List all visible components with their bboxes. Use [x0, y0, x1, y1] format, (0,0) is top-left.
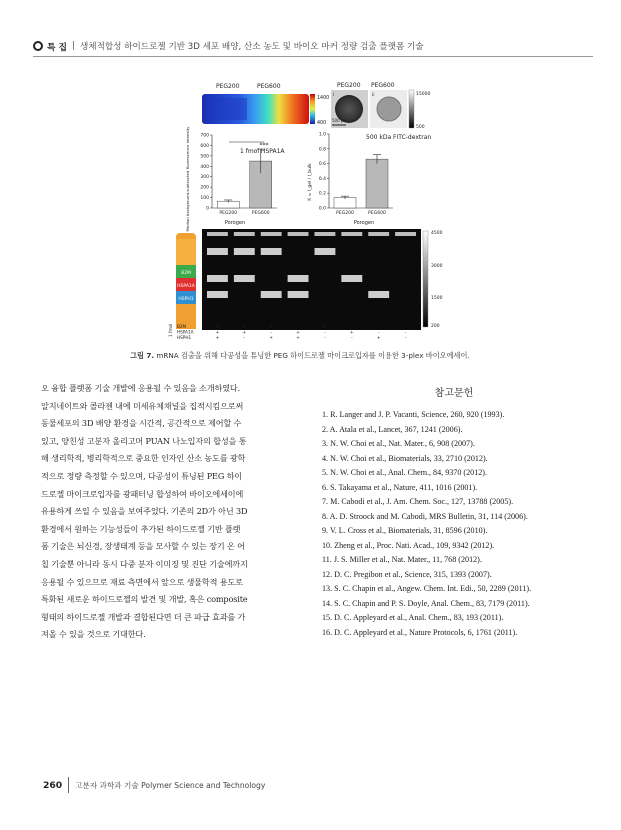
gel-band — [288, 291, 309, 298]
micro-scalebar-label: 500 μm — [332, 118, 348, 123]
reference-item: 15. D. C. Appleyard et al., Anal. Chem., 83, 193 (2011). — [322, 613, 504, 622]
heatmap-scale-min: 400 — [317, 121, 327, 126]
journal-name: 고분자 과학과 기술 Polymer Science and Technology — [75, 780, 266, 790]
reference-item: 1. R. Langer and J. P. Vacanti, Science, 260, 920 (1993). — [322, 410, 505, 419]
chart2-category-label: PEG600 — [368, 211, 386, 216]
body-line: 응용될 수 있으므로 재료 측면에서 앞으로 생물학적 용도로 — [41, 576, 243, 587]
chart1-ytick-label: 700 — [200, 133, 209, 139]
section-label: 특 집 — [47, 42, 68, 53]
reference-item: 5. N. W. Choi et al., Anal. Chem., 84, 9370 (2012). — [322, 468, 488, 477]
reference-item: 7. M. Cabodi et al., J. Am. Chem. Soc., 127, 13788 (2005). — [322, 497, 514, 506]
body-line: 폼 기술은 뇌신경, 장생태계 등을 모사할 수 있는 장기 온 어 — [41, 541, 245, 552]
gel-side-label: 1 fmol — [168, 323, 173, 337]
chart2-ytick-label: 1.0 — [318, 132, 326, 138]
micro-label-1: PEG200 — [337, 82, 361, 89]
body-line: 유용하게 쓰일 수 있음을 보여주었다. 기존의 2D가 아닌 3D — [41, 506, 248, 517]
micro-scale-max: 15000 — [416, 92, 431, 97]
chart2-ylabel: K = I_gel / I_bulk — [308, 163, 313, 201]
body-line: 특화된 새로운 하이드로젤의 발견 및 개발, 혹은 composite — [41, 594, 248, 605]
gel-band — [261, 291, 282, 298]
reference-item: 16. D. C. Appleyard et al., Nature Protocols, 6, 1761 (2011). — [322, 627, 518, 637]
gel-mark: + — [269, 325, 274, 330]
chart2-ytick-label: 0.4 — [318, 176, 326, 182]
gel-band — [207, 275, 228, 282]
body-line: 해 생리학적, 병리학적으로 중요한 인자인 산소 농도를 광학 — [41, 453, 246, 464]
legend-b2m-label: B2M — [181, 271, 191, 276]
gel-band — [288, 275, 309, 282]
gel-lane-top — [261, 232, 282, 236]
gel-band — [368, 291, 389, 298]
gel-scale-3000: 3000 — [431, 264, 443, 269]
gel-mark: + — [323, 325, 327, 330]
gel-mark: - — [243, 336, 246, 340]
particle-legend — [176, 233, 196, 329]
chart2-ytick-label: 0.0 — [318, 206, 326, 212]
gel-mark: - — [404, 336, 407, 340]
heatmap-low-region — [207, 98, 247, 120]
reference-item: 2. A. Atala et al., Lancet, 367, 1241 (2006). — [322, 424, 463, 434]
gel-lane-top — [368, 232, 389, 236]
gel-mark: - — [404, 325, 407, 330]
reference-item: 4. N. W. Choi et al., Biomaterials, 33, 2710 (2012). — [322, 453, 488, 463]
reference-item: 8. A. D. Stroock and M. Cabodi, MRS Bulletin, 31, 114 (2006). — [322, 511, 528, 521]
chart2-title: 500 kDa FITC-dextran — [366, 134, 432, 141]
chart2-ytick-label: 0.8 — [318, 147, 326, 153]
header-rule — [33, 56, 593, 57]
gel-row-label: HSPA1A — [177, 329, 194, 335]
body-line: 알지네이트와 콜라젠 내에 미세유체채널을 집적시킴으로써 — [41, 400, 244, 411]
micro-panel-ii-label: ii — [372, 93, 375, 98]
gel-mark: - — [351, 336, 353, 340]
gel-lane-top — [234, 232, 255, 236]
chart2-category-label: PEG200 — [336, 211, 354, 216]
heatmap-scale-max: 1400 — [317, 96, 330, 101]
chart1-category-label: PEG200 — [219, 211, 238, 216]
gel-lane-top — [315, 232, 336, 236]
body-line: 형태의 하이드로젤 개발과 결합된다면 더 큰 파급 효과를 가 — [41, 611, 246, 622]
body-line: 칩 기술뿐 아니라 동시 다중 분자 이미징 및 진단 기술에까지 — [41, 558, 248, 569]
body-line: 동물세포의 3D 배양 환경을 시간적, 공간적으로 제어할 수 — [41, 418, 242, 429]
gel-band — [315, 248, 336, 255]
gel-row-label: HSPH1 — [177, 335, 192, 340]
gel-mark: - — [377, 330, 380, 336]
body-line: 드로젤 마이크로입자를 광패터닝 합성하여 바이오에세이에 — [41, 488, 244, 499]
heatmap-label-1: PEG200 — [216, 83, 240, 90]
chart1-category-label: PEG600 — [251, 211, 270, 216]
bar-chart-hspa1a — [185, 126, 285, 232]
gel-lane-top — [207, 232, 228, 236]
gel-mark: - — [324, 330, 326, 336]
figure-svg — [155, 74, 455, 340]
micro-label-2: PEG600 — [371, 82, 395, 89]
gel-band — [234, 248, 255, 255]
figure-7 — [155, 74, 455, 340]
gel-band — [234, 275, 255, 282]
gel-mark: + — [242, 325, 247, 330]
micro-particle-ii — [377, 97, 401, 121]
page-number: 260 — [43, 779, 63, 791]
gel-band — [341, 275, 362, 282]
reference-item: 11. J. S. Miller et al., Nat. Mater., 11, 768 (2012). — [322, 555, 482, 564]
chart1-ytick-label: 300 — [200, 175, 209, 181]
gel-band — [261, 248, 282, 255]
chart1-ylabel: Median background-subtracted fluorescence intensity — [185, 126, 190, 232]
gel-scale-200: 200 — [431, 324, 440, 329]
page-footer — [43, 776, 265, 794]
legend-hspa1a-label: HSPA1A — [177, 284, 195, 289]
gel-mark: + — [296, 336, 300, 340]
chart2-ytick-label: 0.2 — [318, 191, 326, 197]
gel-mark: - — [351, 325, 353, 330]
reference-item: 10. Zheng et al., Proc. Nati. Acad., 109, 9342 (2012). — [322, 540, 495, 550]
running-header — [33, 38, 593, 54]
gel-mark: + — [215, 325, 220, 330]
references-list — [322, 408, 582, 640]
chart2-bar — [334, 198, 356, 208]
reference-item: 3. N. W. Choi et al., Nat. Mater., 6, 908 (2007). — [322, 439, 475, 448]
gel-row-label: B2M — [177, 324, 187, 329]
heatmap-label-2: PEG600 — [257, 83, 281, 90]
chart1-ytick-label: 600 — [200, 143, 209, 149]
reference-item: 6. S. Takayama et al., Nature, 411, 1016 (2001). — [322, 482, 478, 492]
references-title: 참고문헌 — [434, 388, 474, 399]
gel-scale-1500: 1500 — [431, 296, 443, 301]
body-line: 적으로 정량 측정할 수 있으며, 다공성이 튜닝된 PEG 하이 — [41, 470, 243, 481]
gel-band — [207, 248, 228, 255]
gel-mark: - — [404, 330, 407, 336]
gel-mark: + — [349, 330, 354, 336]
micro-colorbar — [409, 90, 414, 128]
gel-scale-4500: 4500 — [431, 231, 443, 236]
gel-mark: + — [376, 336, 381, 340]
chart1-ytick-label: 400 — [200, 164, 209, 170]
reference-item: 14. S. C. Chapin and P. S. Doyle, Anal. Chem., 83, 7179 (2011). — [322, 598, 530, 608]
chart1-ytick-label: 500 — [200, 154, 209, 160]
caption-text: mRNA 검출을 위해 다공성을 튜닝한 PEG 하이드로젤 마이크로입자를 이용한 3-plex 바이오에세이. — [156, 351, 470, 360]
legend-hsph1-label: HSPH1 — [178, 297, 194, 302]
gel-mark: - — [377, 325, 380, 330]
bar-chart-dextran — [307, 132, 431, 227]
gel-mark: + — [215, 330, 220, 336]
reference-item: 13. S. C. Chapin et al., Angew. Chem. Int. Edi., 50, 2289 (2011). — [322, 584, 532, 593]
body-column — [41, 380, 311, 644]
gel-mark: + — [242, 330, 247, 336]
chart1-xlabel: Porogen — [224, 220, 246, 226]
chart1-significance: *** — [259, 142, 269, 149]
micro-scale-min: 500 — [416, 125, 425, 130]
footer-separator — [68, 777, 69, 793]
chart2-ytick-label: 0.6 — [318, 162, 326, 168]
reference-item: 12. D. C. Pregibon et al., Science, 315, 1393 (2007). — [322, 569, 492, 579]
caption-label: 그림 7. — [130, 351, 155, 360]
gel-lane-top — [395, 232, 416, 236]
gel-band — [207, 291, 228, 298]
chart1-ytick-label: 100 — [200, 196, 209, 202]
gel-lane-top — [288, 232, 309, 236]
body-line: 져올 수 있을 것으로 기대한다. — [41, 629, 146, 640]
body-line: 오 융합 플랫폼 기술 개발에 응용될 수 있음을 소개하였다. — [41, 383, 240, 393]
gel-colorbar — [423, 231, 428, 327]
chart1-ytick-label: 200 — [200, 185, 209, 191]
micro-panel-i-label: i — [333, 93, 335, 98]
body-line: 환경에서 원하는 기능성들이 추가된 하이드로젤 기반 플랫 — [41, 523, 241, 534]
heatmap-colorbar — [310, 94, 315, 124]
particle-top — [176, 239, 196, 265]
gel-mark: - — [324, 336, 326, 340]
chart1-ytick-label: 0 — [206, 206, 209, 212]
gel-mark: + — [296, 330, 300, 336]
figure-caption — [130, 351, 530, 361]
gel-mark: - — [297, 325, 299, 330]
reference-item: 9. V. L. Cross et al., Biomaterials, 31, 8596 (2010). — [322, 526, 488, 535]
body-line: 있고, 양친성 고분자 올리고머 PUAN 나노입자의 합성을 통 — [41, 435, 247, 446]
chart2-bar — [366, 159, 388, 208]
gel-mark: + — [215, 336, 220, 340]
chart2-xlabel: Porogen — [353, 220, 375, 226]
gel-mark: - — [270, 330, 272, 336]
gel-mark: + — [269, 336, 274, 340]
header-title: 생체적합성 하이드로젤 기반 3D 세포 배양, 산소 농도 및 바이오 마커 정량 검출 플랫폼 기술 — [79, 42, 424, 52]
section-ring-icon — [33, 41, 43, 51]
header-separator: | — [72, 41, 75, 51]
chart1-title-text: 1 fmol HSPA1A — [240, 148, 285, 155]
gel-lane-top — [341, 232, 362, 236]
